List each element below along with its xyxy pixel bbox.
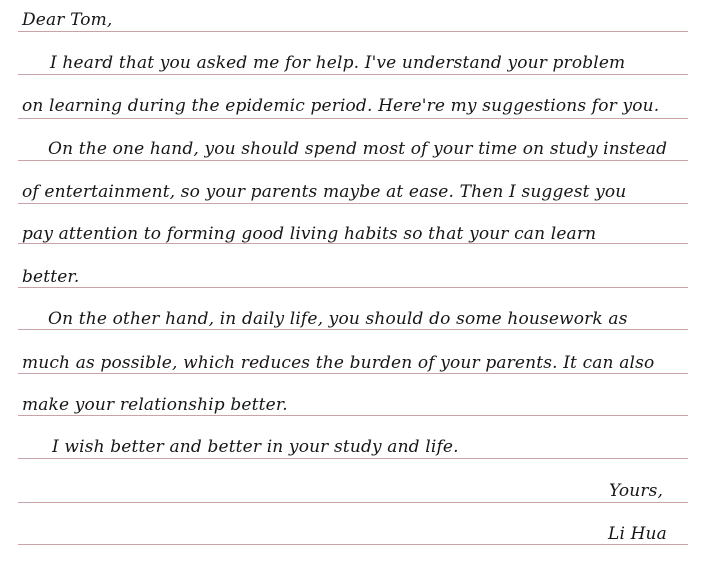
ruled-line-1 <box>18 31 688 32</box>
letter-line-4: of entertainment, so your parents maybe at ease. Then I suggest you <box>22 182 627 202</box>
ruled-line-13 <box>18 544 688 545</box>
letter-line-1: I heard that you asked me for help. I've understand your problem <box>50 53 626 73</box>
letter-line-2: on learning during the epidemic period. Here're my suggestions for you. <box>22 96 660 116</box>
letter-line-7: On the other hand, in daily life, you should do some housework as <box>48 309 628 329</box>
ruled-line-8 <box>18 329 688 330</box>
ruled-line-5 <box>18 203 688 204</box>
signature: Li Hua <box>608 524 667 544</box>
ruled-line-3 <box>18 118 688 119</box>
ruled-line-11 <box>18 458 688 459</box>
ruled-line-10 <box>18 415 688 416</box>
ruled-line-9 <box>18 373 688 374</box>
ruled-line-7 <box>18 287 688 288</box>
ruled-line-4 <box>18 160 688 161</box>
closing: Yours, <box>609 481 664 501</box>
ruled-line-2 <box>18 74 688 75</box>
letter-line-8: much as possible, which reduces the burden of your parents. It can also <box>22 353 655 373</box>
letter-line-9: make your relationship better. <box>22 395 288 415</box>
ruled-line-12 <box>18 502 688 503</box>
letter-line-6: better. <box>22 267 80 287</box>
letter-line-3: On the one hand, you should spend most of your time on study instead <box>48 139 668 159</box>
salutation: Dear Tom, <box>22 10 113 30</box>
letter-line-5: pay attention to forming good living habits so that your can learn <box>22 224 597 244</box>
letter-line-10: I wish better and better in your study and life. <box>52 437 459 457</box>
